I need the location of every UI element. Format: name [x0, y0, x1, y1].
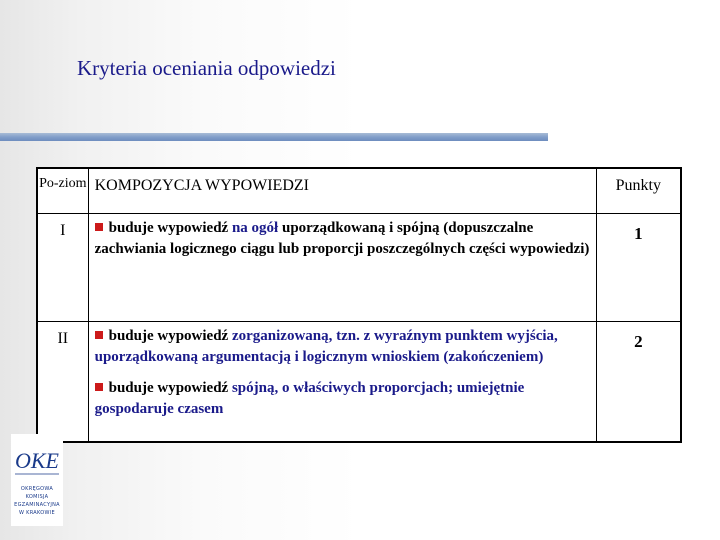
header-level: Po-ziom	[37, 168, 88, 214]
row-points: 1	[596, 214, 681, 322]
row-criteria	[88, 322, 596, 442]
criteria-highlight: na ogół	[231, 220, 279, 236]
criteria-text: buduje wypowiedź	[108, 220, 232, 236]
criteria-text: uporządkowaną i spójną (dopuszczalne zachwiania logicznego ciągu lub proporcji poszczególnych części wypowiedzi)	[94, 220, 590, 257]
row-level: II	[37, 322, 88, 442]
row-criteria	[88, 214, 596, 322]
oke-krakow-logo	[11, 434, 63, 526]
row-level: I	[37, 214, 88, 322]
bullet-icon	[95, 383, 103, 391]
logo-line: OKRĘGOWA	[20, 486, 54, 492]
table-header-row	[37, 168, 681, 214]
title-underline-bar	[0, 133, 548, 141]
logo-mark: OKE	[15, 448, 59, 473]
criteria-table	[36, 167, 682, 443]
criteria-highlight: spójną, o właściwych proporcjach; umiejętnie gospodaruje czasem	[94, 380, 525, 417]
bullet-icon	[95, 331, 103, 339]
bullet-icon	[95, 223, 103, 231]
header-points: Punkty	[596, 168, 681, 214]
header-composition: KOMPOZYCJA WYPOWIEDZI	[88, 168, 596, 214]
table-row	[37, 214, 681, 322]
logo-line: EGZAMINACYJNA	[14, 502, 60, 508]
criteria-highlight: zorganizowaną, tzn. z wyraźnym punktem wyjścia, uporządkowaną argumentacją i logicznym wnioskiem (zakończeniem)	[94, 328, 558, 365]
criteria-text: buduje wypowiedź	[108, 328, 232, 344]
row-points: 2	[596, 322, 681, 442]
table-row	[37, 322, 681, 442]
logo-line: KOMISJA	[25, 494, 49, 500]
criteria-text: buduje wypowiedź	[108, 380, 232, 396]
slide-title: Kryteria oceniania odpowiedzi	[77, 56, 336, 80]
bullet-spacer	[95, 368, 590, 378]
logo-line: W KRAKOWIE	[18, 510, 56, 516]
